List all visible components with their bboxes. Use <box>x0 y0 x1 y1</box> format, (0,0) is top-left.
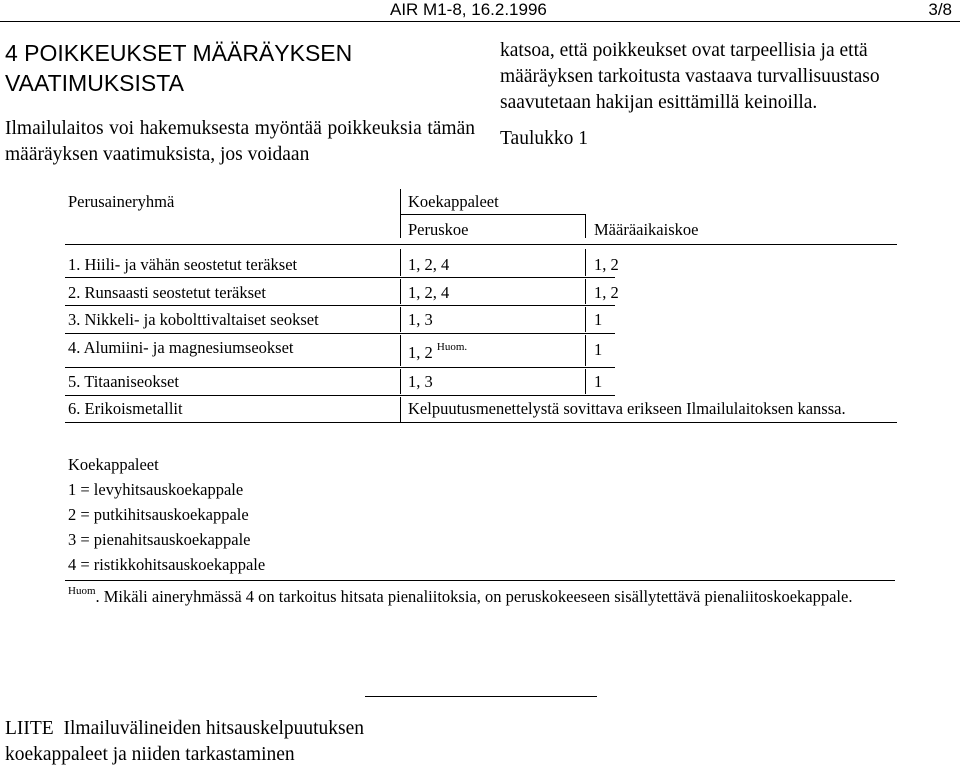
appendix-label: LIITE <box>5 718 54 739</box>
row-rule <box>65 305 615 306</box>
note-reference: Huom. <box>436 340 468 353</box>
row-vline <box>400 397 401 422</box>
table-row-span-text: Kelpuutusmenettelystä sovittava erikseen Ilmailulaitoksen kanssa. <box>408 399 846 418</box>
page-number: 3/8 <box>928 0 952 19</box>
legend-item: 1 = levyhitsauskoekappale <box>68 480 244 499</box>
note-divider <box>65 580 895 581</box>
header-underline-1 <box>400 214 585 215</box>
footnote-text: . Mikäli aineryhmässä 4 on tarkoitus hitsata pienaliitoksia, on peruskokeeseen sisällytettävä pienaliitoskoekappale. <box>95 587 853 606</box>
table-row-basic <box>408 340 468 363</box>
table-row-periodic: 1 <box>594 310 603 329</box>
table-row-basic: 1, 2, 4 <box>408 255 450 274</box>
row-rule <box>65 395 615 396</box>
table-row-periodic: 1 <box>594 340 603 359</box>
section-title: 4 POIKKEUKSET MÄÄRÄYKSEN VAATIMUKSISTA <box>5 40 353 96</box>
table-row-periodic: 1, 2 <box>594 283 619 302</box>
row-vline <box>585 335 586 366</box>
appendix-title <box>5 716 465 768</box>
header-vline-2 <box>585 214 586 238</box>
table-row-basic-value: 1, 2 <box>408 343 433 362</box>
table-row-periodic: 1 <box>594 372 603 391</box>
row-rule <box>65 277 615 278</box>
footnote <box>68 584 898 610</box>
table-row-basic: 1, 3 <box>408 372 433 391</box>
header-divider <box>0 21 960 22</box>
header-specimens: Koekappaleet <box>408 192 499 211</box>
row-rule <box>65 333 615 334</box>
row-vline <box>400 335 401 366</box>
row-vline <box>400 249 401 276</box>
row-vline <box>585 307 586 332</box>
section-text-right: katsoa, että poikkeukset ovat tarpeellisia ja että määräyksen tarkoitusta vastaava turvallisuustaso saavutetaan hakijan esittämillä keinoilla. <box>500 40 880 113</box>
footer-divider <box>365 696 597 697</box>
table-row-group: 5. Titaaniseokset <box>68 372 179 391</box>
document-id: AIR M1-8, 16.2.1996 <box>390 0 547 19</box>
table-row-group: 4. Alumiini- ja magnesiumseokset <box>68 338 294 357</box>
section-text-left: Ilmailulaitos voi hakemuksesta myöntää poikkeuksia tämän määräyksen vaatimuksista, jos voidaan <box>5 118 475 165</box>
row-vline <box>400 307 401 332</box>
table-row-group: 2. Runsaasti seostetut teräkset <box>68 283 266 302</box>
legend-title: Koekappaleet <box>68 455 159 474</box>
col-basic-test: Peruskoe <box>408 220 469 239</box>
row-vline <box>585 279 586 304</box>
header-bottom-rule <box>65 244 897 245</box>
row-vline <box>585 249 586 276</box>
table-caption: Taulukko 1 <box>500 128 588 149</box>
legend-item: 2 = putkihitsauskoekappale <box>68 505 249 524</box>
legend-item: 3 = pienahitsauskoekappale <box>68 530 251 549</box>
table-row-periodic: 1, 2 <box>594 255 619 274</box>
table-row-basic: 1, 3 <box>408 310 433 329</box>
appendix-text: Ilmailuvälineiden hitsauskelpuutuksen koekappaleet ja niiden tarkastaminen <box>5 718 365 765</box>
col-periodic-test: Määräaikaiskoe <box>594 220 699 239</box>
row-rule <box>65 367 615 368</box>
table-row-group: 6. Erikoismetallit <box>68 399 183 418</box>
header-vline-1 <box>400 189 401 238</box>
header-material-group: Perusaineryhmä <box>68 192 175 211</box>
row-vline <box>400 279 401 304</box>
row-vline <box>400 369 401 394</box>
row-vline <box>585 369 586 394</box>
table-bottom-rule <box>65 422 897 423</box>
table-row-group: 3. Nikkeli- ja kobolttivaltaiset seokset <box>68 310 319 329</box>
table-row-basic: 1, 2, 4 <box>408 283 450 302</box>
table-row-group: 1. Hiili- ja vähän seostetut teräkset <box>68 255 298 274</box>
legend-item: 4 = ristikkohitsauskoekappale <box>68 555 266 574</box>
footnote-label: Huom <box>68 584 96 597</box>
